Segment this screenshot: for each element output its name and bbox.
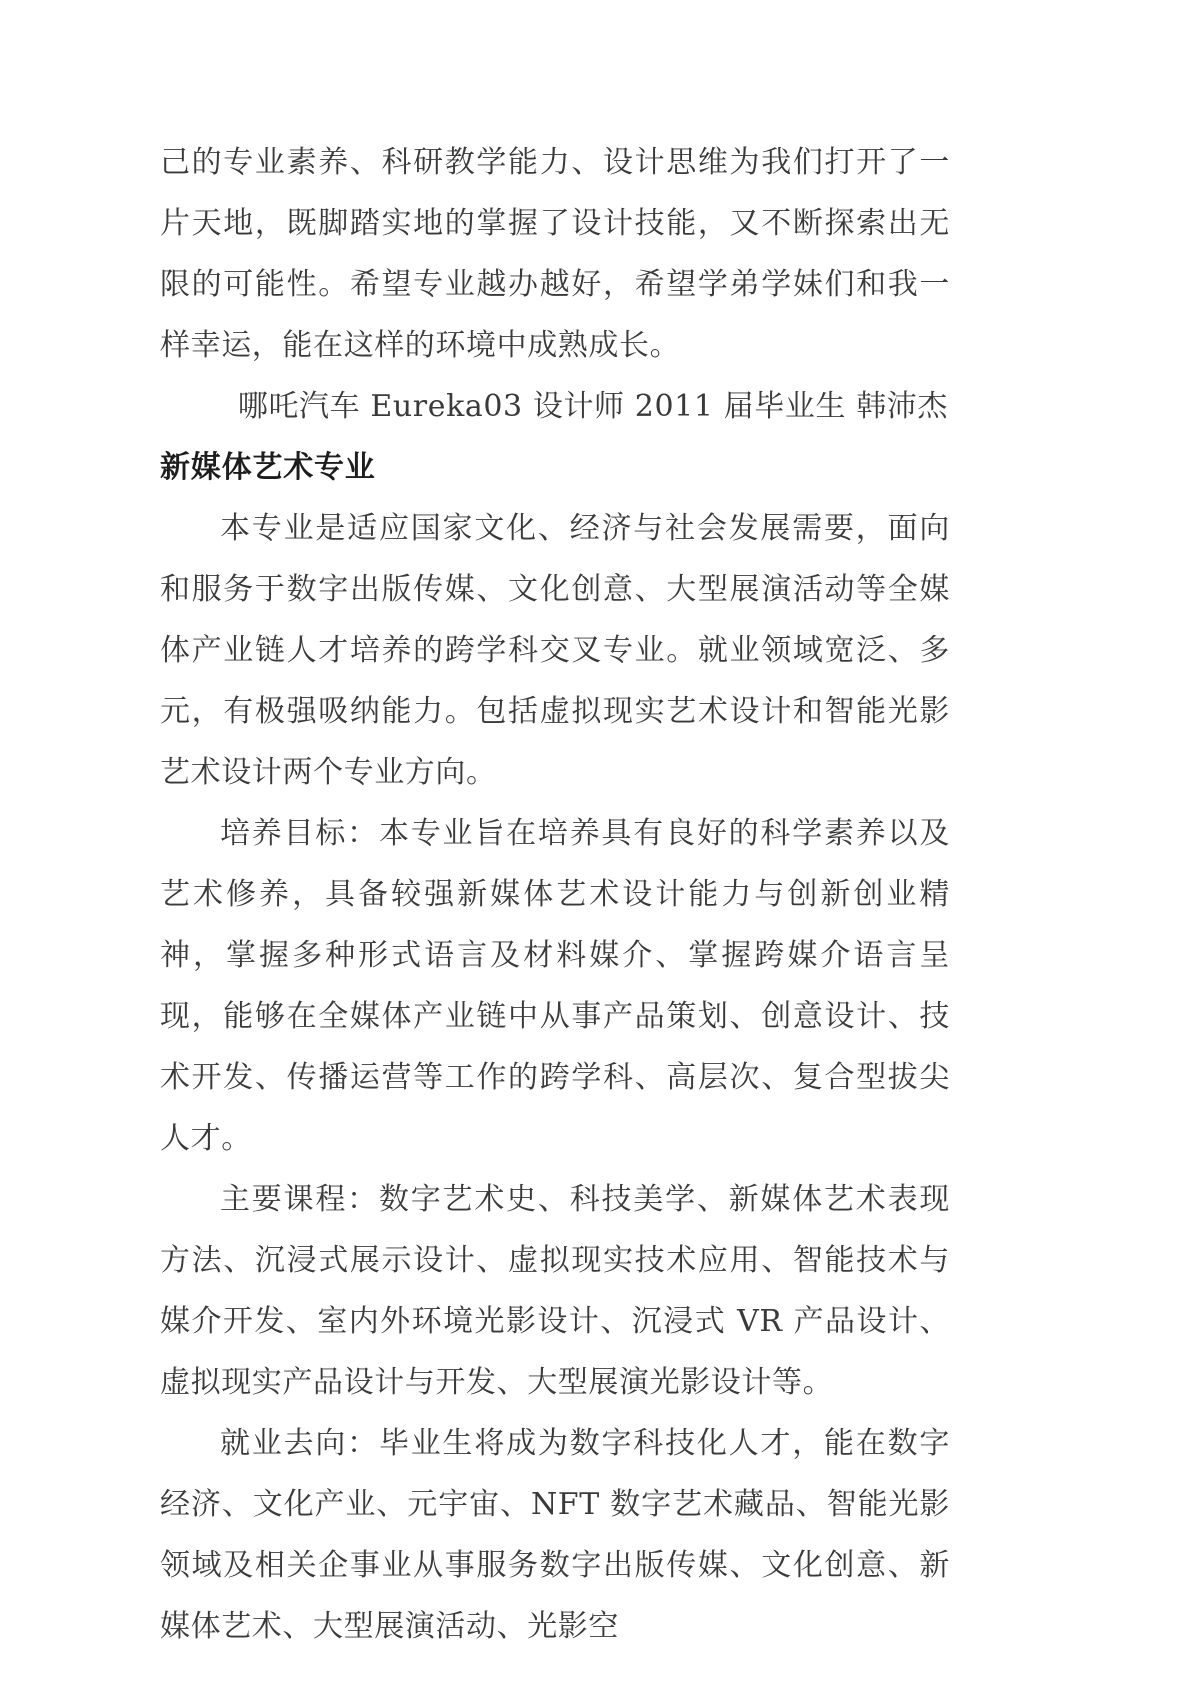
section-heading-new-media-art-major: 新媒体艺术专业 [160, 450, 376, 485]
testimonial-continuation-paragraph: 己的专业素养、科研教学能力、设计思维为我们打开了一片天地，既脚踏实地的掌握了设计技能，又不断探索出无限的可能性。希望专业越办越好，希望学弟学妹们和我一样幸运，能在这样的环境中成熟成长。 [160, 145, 950, 363]
employment-direction-paragraph: 就业去向：毕业生将成为数字科技化人才，能在数字经济、文化产业、元宇宙、NFT 数字艺术藏品、智能光影领域及相关企事业从事服务数字出版传媒、文化创意、新媒体艺术、大型展演活动、光影空 [160, 1426, 950, 1644]
major-overview-paragraph: 本专业是适应国家文化、经济与社会发展需要，面向和服务于数字出版传媒、文化创意、大型展演活动等全媒体产业链人才培养的跨学科交叉专业。就业领域宽泛、多元，有极强吸纳能力。包括虚拟现实艺术设计和智能光影艺术设计两个专业方向。 [160, 511, 950, 790]
page-text-frame [160, 132, 950, 1657]
main-courses-paragraph: 主要课程：数字艺术史、科技美学、新媒体艺术表现方法、沉浸式展示设计、虚拟现实技术应用、智能技术与媒介开发、室内外环境光影设计、沉浸式 VR 产品设计、虚拟现实产品设计与开发、大型展演光影设计等。 [160, 1182, 950, 1400]
training-objective-paragraph: 培养目标：本专业旨在培养具有良好的科学素养以及艺术修养，具备较强新媒体艺术设计能力与创新创业精神，掌握多种形式语言及材料媒介、掌握跨媒介语言呈现，能够在全媒体产业链中从事产品策划、创意设计、技术开发、传播运营等工作的跨学科、高层次、复合型拔尖人才。 [160, 816, 950, 1156]
attribution-line: 哪吒汽车 Eureka03 设计师 2011 届毕业生 韩沛杰 [237, 389, 948, 424]
